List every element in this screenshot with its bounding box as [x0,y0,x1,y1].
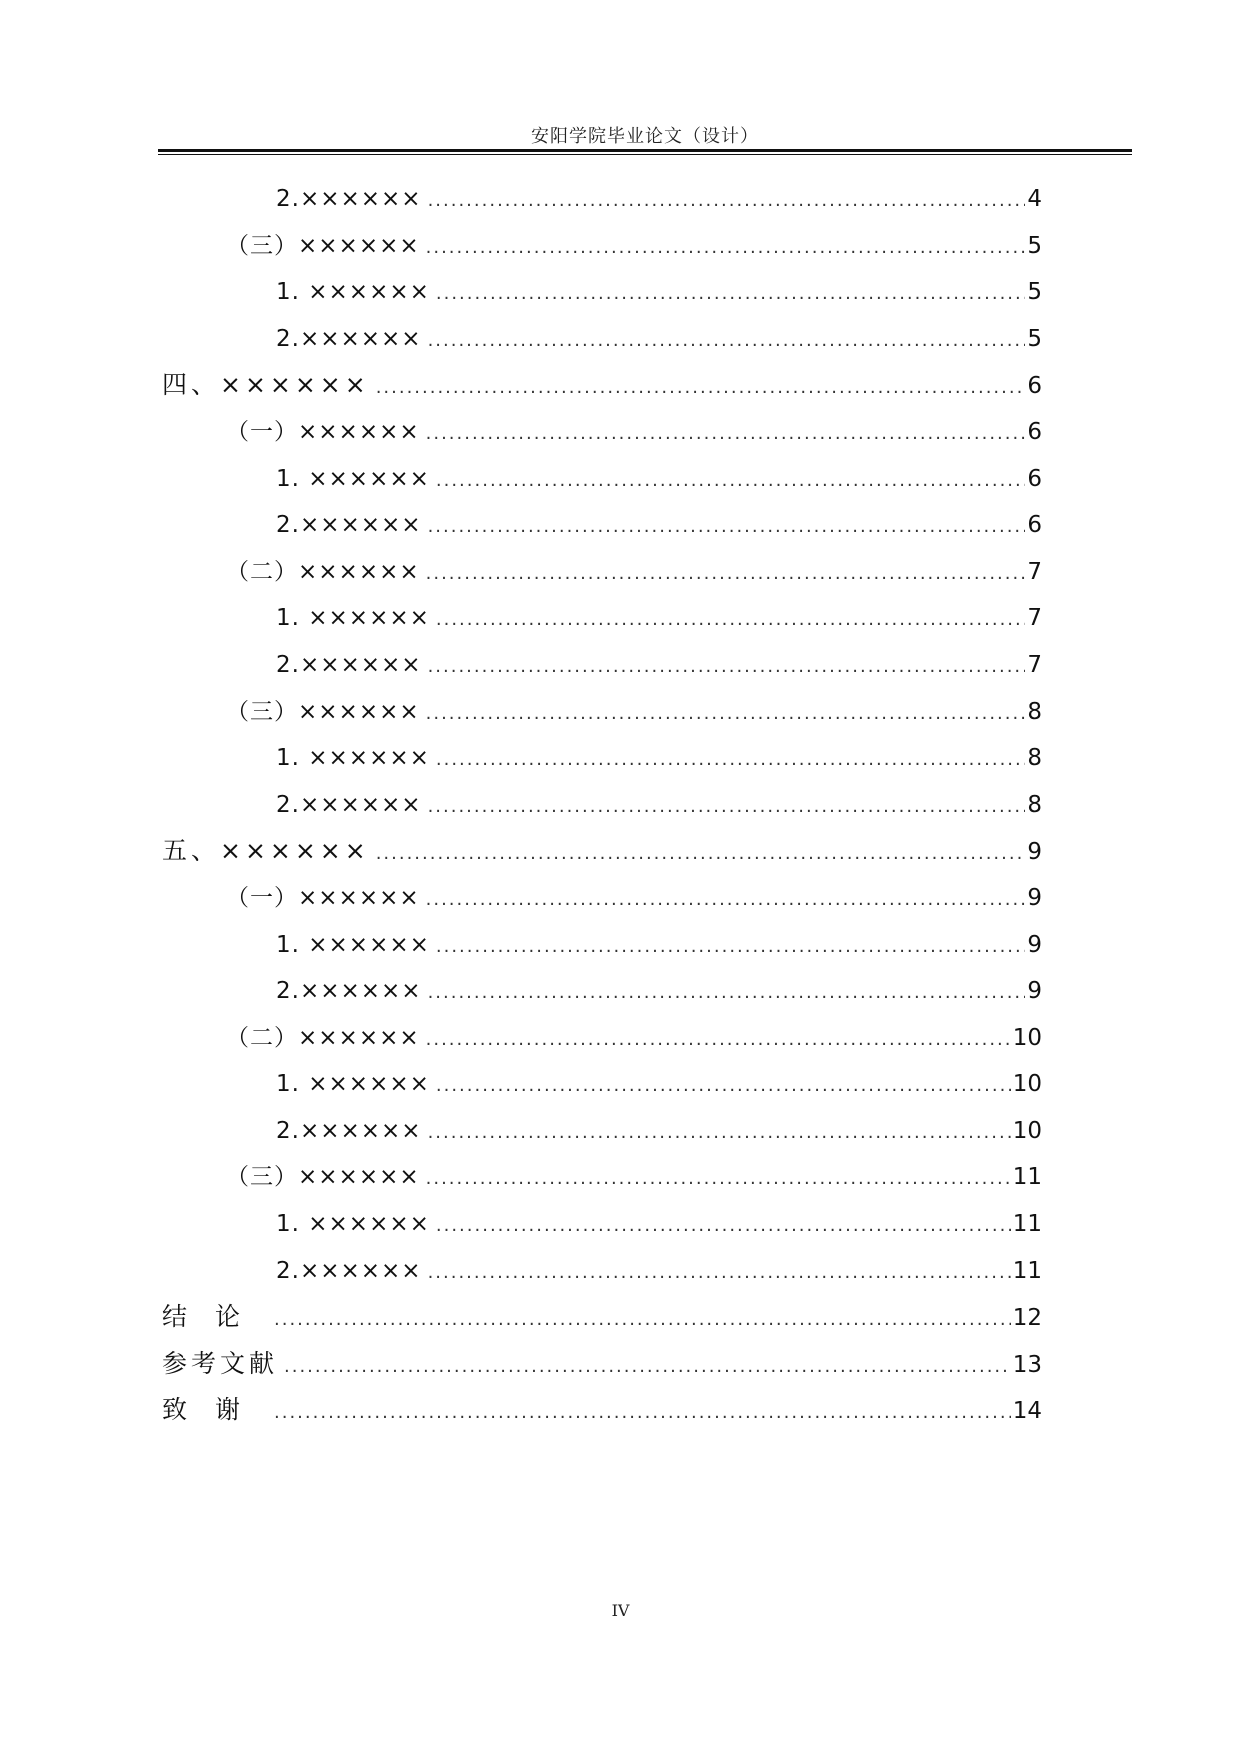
toc-entry-page: 8 [1027,745,1042,772]
toc-entry[interactable] [162,269,1042,316]
toc-entry[interactable] [162,828,1042,875]
toc-entry-page: 11 [1012,1257,1042,1284]
toc-entry[interactable] [162,968,1042,1015]
toc-entry-page: 6 [1027,512,1042,539]
toc-entry[interactable] [162,642,1042,689]
toc-leader-dots [428,784,1026,831]
toc-entry-page: 5 [1027,325,1042,352]
toc-entry[interactable] [162,176,1042,223]
toc-entry-page: 11 [1012,1164,1042,1191]
toc-entry-label: 1. ×××××× [276,1071,430,1098]
toc-leader-dots [274,1297,1011,1344]
toc-entry[interactable] [162,1108,1042,1155]
toc-leader-dots [436,1203,1011,1250]
toc-entry-page: 13 [1012,1351,1042,1378]
toc-entry-label: 2.×××××× [276,1117,422,1144]
toc-entry-page: 8 [1027,791,1042,818]
toc-entry-label: 四、×××××× [162,370,370,400]
toc-entry-page: 12 [1012,1305,1042,1332]
toc-entry-label: 五、×××××× [162,836,370,866]
toc-entry-page: 6 [1027,418,1042,445]
toc-entry-label: （一）×××××× [226,418,420,445]
toc-entry-label: 致谢 [162,1395,269,1425]
toc-leader-dots [274,1390,1011,1437]
toc-leader-dots [426,1017,1011,1064]
toc-entry[interactable] [162,1154,1042,1201]
toc-entry[interactable] [162,1015,1042,1062]
page-number: IV [611,1601,630,1620]
toc-entry-acknowledgements[interactable] [162,1387,1042,1434]
toc-entry[interactable] [162,409,1042,456]
toc-entry[interactable] [162,502,1042,549]
toc-leader-dots [426,1156,1011,1203]
toc-entry-page: 6 [1027,373,1042,400]
toc-entry-label: 2.×××××× [276,186,422,212]
toc-entry-label: 2.×××××× [276,1257,422,1284]
running-header: 安阳学院毕业论文（设计） [531,126,759,147]
toc-entry-label: 2.×××××× [276,791,422,818]
header-rule-thin [158,154,1132,155]
toc-entry-label: 2.×××××× [276,325,422,352]
toc-leader-dots [426,551,1026,598]
toc-entry-label: 1. ×××××× [276,279,430,306]
toc-leader-dots [428,178,1026,225]
toc-entry-page: 9 [1027,839,1042,866]
toc-entry-label: 1. ×××××× [276,931,430,958]
toc-entry-label: （二）×××××× [226,1024,420,1051]
toc-entry[interactable] [162,875,1042,922]
toc-entry[interactable] [162,595,1042,642]
toc-entry[interactable] [162,362,1042,409]
toc-entry-label: 2.×××××× [276,651,422,678]
toc-entry-page: 10 [1012,1117,1042,1144]
toc-entry[interactable] [162,922,1042,969]
toc-leader-dots [376,365,1026,412]
toc-leader-dots [436,458,1025,505]
toc-entry-page: 11 [1012,1211,1042,1238]
toc-entry[interactable] [162,316,1042,363]
toc-entry[interactable] [162,689,1042,736]
toc-leader-dots [428,970,1026,1017]
toc-leader-dots [436,737,1025,784]
toc-entry-label: （一）×××××× [226,884,420,911]
toc-entry-label: 1. ×××××× [276,465,430,492]
toc-entry-page: 7 [1027,651,1042,678]
toc-entry[interactable] [162,782,1042,829]
toc-entry-page: 5 [1027,279,1042,306]
toc-entry-page: 8 [1027,698,1042,725]
toc-leader-dots [428,1250,1011,1297]
toc-entry-label: （三）×××××× [226,1164,420,1191]
toc-entry-label: 2.×××××× [276,512,422,539]
toc-entry-page: 9 [1027,931,1042,958]
toc-entry-references[interactable] [162,1341,1042,1388]
toc-entry[interactable] [162,456,1042,503]
toc-leader-dots [426,691,1026,738]
toc-entry-page: 5 [1027,232,1042,259]
toc-leader-dots [436,271,1025,318]
toc-leader-dots [428,504,1026,551]
toc-entry-page: 7 [1027,558,1042,585]
toc-leader-dots [436,597,1025,644]
toc-entry[interactable] [162,1248,1042,1295]
toc-leader-dots [426,225,1026,272]
toc-entry-page: 7 [1027,605,1042,632]
toc-entry-label: 结论 [162,1302,269,1332]
toc-entry[interactable] [162,1201,1042,1248]
toc-entry-page: 9 [1027,884,1042,911]
toc-entry-label: （二）×××××× [226,558,420,585]
toc-entry-page: 9 [1027,978,1042,1005]
toc-entry-label: （三）×××××× [226,232,420,259]
toc-leader-dots [428,644,1026,691]
toc-entry-label: 参考文献 [162,1348,279,1378]
toc-entry[interactable] [162,735,1042,782]
toc-entry-label: 1. ×××××× [276,745,430,772]
toc-entry-label: （三）×××××× [226,698,420,725]
toc-entry-conclusion[interactable] [162,1294,1042,1341]
toc-entry-label: 1. ×××××× [276,1211,430,1238]
toc-leader-dots [436,1063,1011,1110]
toc-entry-page: 10 [1012,1024,1042,1051]
toc-entry[interactable] [162,1061,1042,1108]
toc-entry[interactable] [162,549,1042,596]
toc-entry-page: 10 [1012,1071,1042,1098]
toc-leader-dots [426,877,1026,924]
toc-leader-dots [436,924,1025,971]
toc-entry-page: 6 [1027,465,1042,492]
header-rule-thick [158,149,1132,152]
toc-leader-dots [428,1110,1011,1157]
toc-entry-label: 1. ×××××× [276,605,430,632]
toc-entry[interactable] [162,223,1042,270]
toc-entry-page: 4 [1027,186,1042,212]
table-of-contents [162,176,1042,1434]
toc-leader-dots [426,411,1026,458]
toc-leader-dots [428,318,1026,365]
toc-leader-dots [376,831,1026,878]
toc-entry-page: 14 [1012,1398,1042,1425]
toc-leader-dots [284,1344,1011,1391]
toc-entry-label: 2.×××××× [276,978,422,1005]
